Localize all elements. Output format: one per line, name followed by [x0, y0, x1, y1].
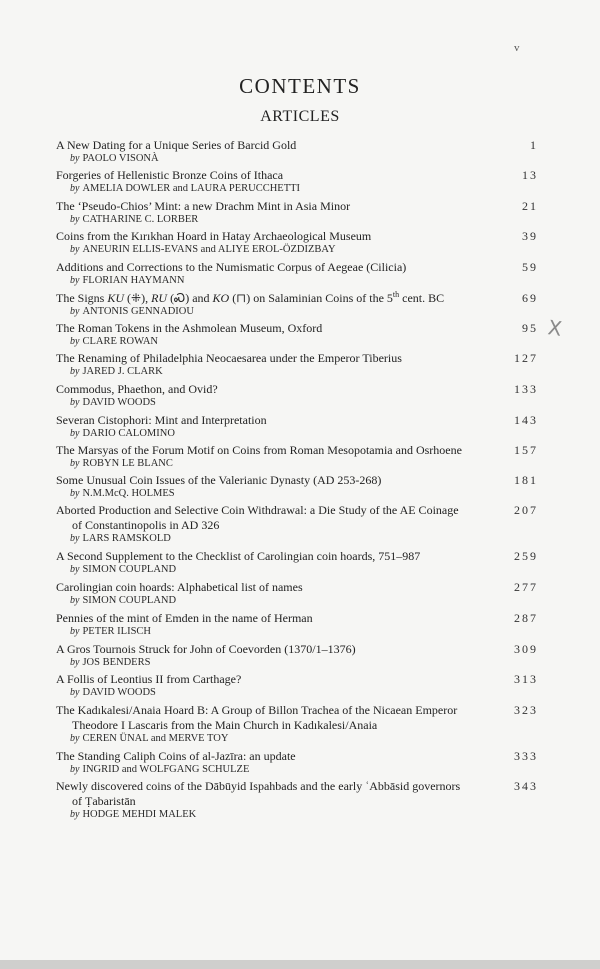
entry-author-line: by FLORIAN HAYMANN	[70, 275, 185, 286]
entry-title: A Second Supplement to the Checklist of Carolingian coin hoards, 751–987	[56, 549, 421, 563]
toc-entry[interactable]	[56, 138, 546, 165]
entry-author: DAVID WOODS	[82, 397, 156, 408]
entry-page: 95	[522, 321, 538, 335]
entry-title: A Gros Tournois Struck for John of Coevorden (1370/1–1376)	[56, 642, 356, 656]
entry-page: 157	[514, 443, 538, 457]
contents-heading: CONTENTS	[239, 74, 361, 98]
entry-author: CATHARINE C. LORBER	[82, 214, 199, 225]
toc-entry[interactable]	[56, 473, 546, 500]
entry-author: CLARE ROWAN	[82, 336, 158, 347]
entry-page: 343	[514, 779, 538, 793]
entry-title: The Standing Caliph Coins of al-Jazīra: an update	[56, 749, 296, 763]
entry-author: HODGE MEHDI MALEK	[82, 809, 197, 820]
entry-author: JOS BENDERS	[82, 657, 151, 668]
entry-author-line: by JARED J. CLARK	[70, 366, 163, 377]
entry-title: Coins from the Kırıkhan Hoard in Hatay Archaeological Museum	[56, 229, 372, 243]
toc-entry[interactable]	[56, 703, 546, 745]
entry-title: A New Dating for a Unique Series of Barcid Gold	[56, 138, 297, 152]
entry-author-line: by ROBYN LE BLANC	[70, 458, 173, 469]
entry-author: DAVID WOODS	[82, 687, 156, 698]
entry-author: JARED J. CLARK	[82, 366, 163, 377]
entry-page: 127	[514, 351, 538, 365]
entry-author-line: by CEREN ÜNAL and MERVE TOY	[70, 733, 229, 744]
toc-entry[interactable]	[56, 260, 546, 287]
entry-author: ROBYN LE BLANC	[82, 458, 173, 469]
toc-entry[interactable]	[56, 580, 546, 607]
entry-title: Carolingian coin hoards: Alphabetical list of names	[56, 580, 303, 594]
toc-entry[interactable]	[56, 291, 546, 318]
entry-page: 323	[514, 703, 538, 717]
entry-author-line: by LARS RAMSKOLD	[70, 533, 171, 544]
entry-author: INGRID and WOLFGANG SCHULZE	[82, 764, 250, 775]
toc-entry[interactable]	[56, 413, 546, 440]
entry-author-line: by CLARE ROWAN	[70, 336, 158, 347]
entry-title: Forgeries of Hellenistic Bronze Coins of Ithaca	[56, 168, 284, 182]
entry-author: FLORIAN HAYMANN	[82, 275, 185, 286]
entry-title: Additions and Corrections to the Numismatic Corpus of Aegeae (Cilicia)	[56, 260, 407, 274]
entry-author-line: by SIMON COUPLAND	[70, 595, 177, 606]
entry-author-line: by INGRID and WOLFGANG SCHULZE	[70, 764, 250, 775]
toc-entry[interactable]	[56, 779, 546, 821]
entry-author-line: by HODGE MEHDI MALEK	[70, 809, 197, 820]
toc-entry[interactable]	[56, 351, 546, 378]
entry-author-line: by DARIO CALOMINO	[70, 428, 175, 439]
entry-title: Pennies of the mint of Emden in the name of Herman	[56, 611, 313, 625]
entry-author: ANEURIN ELLIS-EVANS and ALIYE EROL-ÖZDIZBAY	[82, 244, 336, 255]
handwritten-mark: X	[546, 315, 564, 341]
entry-author: DARIO CALOMINO	[82, 428, 175, 439]
entry-title: A Follis of Leontius II from Carthage?	[56, 672, 242, 686]
entry-title: The Kadıkalesi/Anaia Hoard B: A Group of Billon Trachea of the Nicaean Emperor	[56, 703, 458, 717]
entry-title-continued: of Constantinopolis in AD 326	[72, 518, 220, 532]
entry-page: 133	[514, 382, 538, 396]
entry-author-line: by ANTONIS GENNADIOU	[70, 306, 194, 317]
toc-entry[interactable]	[56, 382, 546, 409]
entry-author-line: by N.M.McQ. HOLMES	[70, 488, 175, 499]
entry-title: Newly discovered coins of the Dābūyid Ispahbads and the early ʿAbbāsid governors	[56, 779, 461, 793]
entry-author-line: by JOS BENDERS	[70, 657, 151, 668]
articles-subheading: ARTICLES	[260, 108, 340, 125]
entry-title: The Marsyas of the Forum Motif on Coins from Roman Mesopotamia and Osrhoene	[56, 443, 462, 457]
entry-author-line: by ANEURIN ELLIS-EVANS and ALIYE EROL-ÖZDIZBAY	[70, 244, 336, 255]
toc-entry[interactable]	[56, 503, 546, 545]
toc-entry[interactable]	[56, 199, 546, 226]
entry-author-line: by DAVID WOODS	[70, 397, 156, 408]
page-number: v	[514, 42, 520, 54]
entry-author-line: by PAOLO VISONÀ	[70, 153, 159, 164]
entry-author: SIMON COUPLAND	[82, 564, 177, 575]
entry-author: PETER ILISCH	[82, 626, 151, 637]
entry-author: SIMON COUPLAND	[82, 595, 177, 606]
entry-page: 59	[522, 260, 538, 274]
entry-page: 39	[522, 229, 538, 243]
entry-author-line: by SIMON COUPLAND	[70, 564, 177, 575]
entry-page: 309	[514, 642, 538, 656]
entry-title-continued: of Ṭabaristān	[72, 794, 136, 808]
toc-entry[interactable]	[56, 443, 546, 470]
toc-entry[interactable]	[56, 672, 546, 699]
page-bottom-edge	[0, 960, 600, 969]
entry-page: 1	[530, 138, 538, 152]
entry-page: 313	[514, 672, 538, 686]
entry-author: PAOLO VISONÀ	[82, 153, 159, 164]
entry-author: AMELIA DOWLER and LAURA PERUCCHETTI	[82, 183, 301, 194]
entry-author-line: by CATHARINE C. LORBER	[70, 214, 199, 225]
entry-page: 21	[522, 199, 538, 213]
toc-entry[interactable]	[56, 611, 546, 638]
entry-title: The Signs KU (⁜), RU (Ꮝ) and KO (⊓) on Salaminian Coins of the 5th cent. BC	[56, 290, 445, 305]
toc-entry[interactable]	[56, 642, 546, 669]
toc-entry[interactable]	[56, 168, 546, 195]
entry-page: 287	[514, 611, 538, 625]
entry-title: The Roman Tokens in the Ashmolean Museum, Oxford	[56, 321, 323, 335]
entry-author: ANTONIS GENNADIOU	[82, 306, 194, 317]
entry-author: CEREN ÜNAL and MERVE TOY	[82, 733, 229, 744]
entry-page: 69	[522, 291, 538, 305]
entry-author: LARS RAMSKOLD	[82, 533, 171, 544]
toc-entry[interactable]	[56, 749, 546, 776]
entry-page: 207	[514, 503, 538, 517]
toc-entry[interactable]	[56, 229, 546, 256]
entry-author: N.M.McQ. HOLMES	[82, 488, 175, 499]
entry-page: 333	[514, 749, 538, 763]
entry-title-continued: Theodore I Lascaris from the Main Church in Kadıkalesi/Anaia	[72, 718, 378, 732]
entry-title: Some Unusual Coin Issues of the Valerianic Dynasty (AD 253-268)	[56, 473, 382, 487]
entry-author-line: by AMELIA DOWLER and LAURA PERUCCHETTI	[70, 183, 301, 194]
entry-title: Severan Cistophori: Mint and Interpretation	[56, 413, 267, 427]
entry-author-line: by PETER ILISCH	[70, 626, 151, 637]
entry-title: The ‘Pseudo-Chios’ Mint: a new Drachm Mint in Asia Minor	[56, 199, 351, 213]
entry-page: 259	[514, 549, 538, 563]
entry-author-line: by DAVID WOODS	[70, 687, 156, 698]
entry-title: Aborted Production and Selective Coin Withdrawal: a Die Study of the AE Coinage	[56, 503, 459, 517]
entry-title: Commodus, Phaethon, and Ovid?	[56, 382, 218, 396]
entry-page: 277	[514, 580, 538, 594]
entry-page: 181	[514, 473, 538, 487]
toc-entry[interactable]	[56, 321, 546, 348]
entry-page: 143	[514, 413, 538, 427]
entry-page: 13	[522, 168, 538, 182]
toc-entry[interactable]	[56, 549, 546, 576]
entry-title: The Renaming of Philadelphia Neocaesarea under the Emperor Tiberius	[56, 351, 402, 365]
